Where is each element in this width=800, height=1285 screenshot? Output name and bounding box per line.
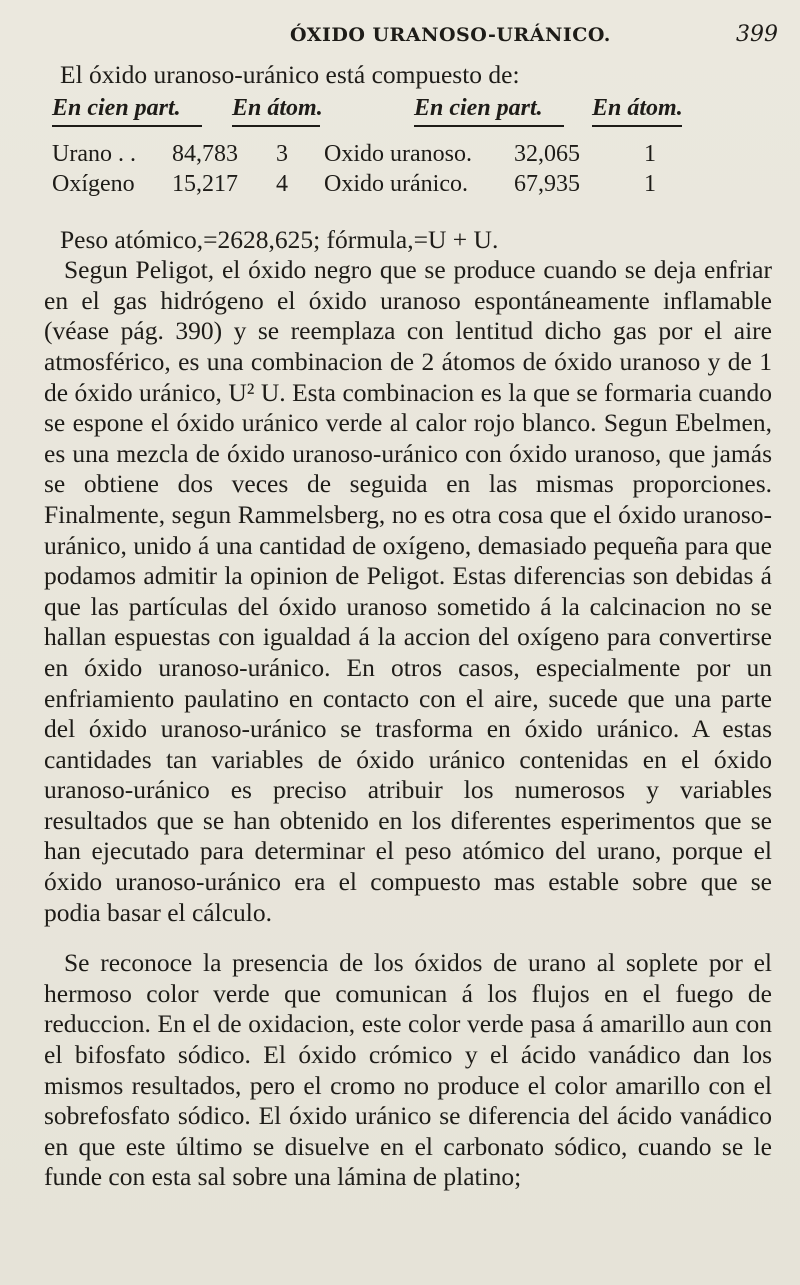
element-name: Oxígeno <box>52 170 135 197</box>
paragraph-gap <box>44 928 772 948</box>
body-text <box>44 60 772 1193</box>
running-title: ÓXIDO URANOSO-URÁNICO. <box>290 24 611 46</box>
column-header-oxide-percent: En cien part. <box>414 94 543 121</box>
oxide-atoms: 1 <box>644 170 656 197</box>
column-header-percent: En cien part. <box>52 94 181 121</box>
header-rule <box>52 125 202 127</box>
paragraph: Se reconoce la presencia de los óxidos de urano al soplete por el hermoso color verde que comunican á los flujos en el fuego de reduccion. En el de oxidacion, este color verde pasa á amarillo aun con el bifosfato sódico. El óxido crómico y el ácido vanádico dan los mismos resultados, pero el cromo no produce el color amarillo con el sobrefosfato sódico. El óxido uránico se diferencia del ácido vanádico en que este último se disuelve en el carbonato sódico, cuando se le funde con esta sal sobre una lámina de platino; <box>44 948 772 1192</box>
element-percent: 84,783 <box>172 140 238 167</box>
column-header-atoms: En átom. <box>232 94 323 121</box>
header-rule <box>414 125 564 127</box>
composition-intro: El óxido uranoso-uránico está compuesto de: <box>60 60 520 89</box>
paragraph: Segun Peligot, el óxido negro que se produce cuando se deja enfriar en el gas hidrógeno el óxido uranoso espontáneamente inflamable (véase pág. 390) y se reemplaza con lentitud dicho gas por el aire atmosférico, es una combinacion de 2 átomos de óxido uranoso y de 1 de óxido uránico, U² U. Esta combinacion es la que se formaria cuando se espone el óxido uránico verde al calor rojo blanco. Segun Ebelmen, es una mezcla de óxido uranoso-uránico con óxido uranoso, que jamás se obtiene dos veces de seguida en las mismas proporciones. Finalmente, segun Rammelsberg, no es otra cosa que el óxido uranoso-uránico, unido á una cantidad de oxígeno, demasiado pequeña para que podamos admitir la opinion de Peligot. Estas diferencias son debidas á que las partículas del óxido uranoso sometido á la calcinacion no se hallan espuestas con igualdad á la accion del oxígeno para convertirse en óxido uranoso-uránico. En otros casos, especialmente por un enfriamiento paulatino en contacto con el aire, sucede que una parte del óxido uranoso-uránico se trasforma en óxido uránico. A estas cantidades tan variables de óxido uránico contenidas en el óxido uranoso-uránico es preciso atribuir los numerosos y variables resultados que se han obtenido en los diferentes esperimentos que se han ejecutado para determinar el peso atómico del urano, porque el óxido uranoso-uránico era el compuesto mas estable sobre que se podia basar el cálculo. <box>44 255 772 927</box>
oxide-percent: 32,065 <box>514 140 580 167</box>
page-number: 399 <box>736 22 778 47</box>
oxide-atoms: 1 <box>644 140 656 167</box>
header-rule <box>592 125 682 127</box>
element-atoms: 4 <box>276 170 288 197</box>
oxide-name: Oxido uranoso. <box>324 140 472 167</box>
oxide-name: Oxido uránico. <box>324 170 468 197</box>
composition-table <box>44 93 772 225</box>
column-header-oxide-atoms: En átom. <box>592 94 683 121</box>
element-name: Urano . . <box>52 140 136 167</box>
header-rule <box>232 125 320 127</box>
page-header <box>30 18 790 52</box>
atomic-weight-formula: Peso atómico,=2628,625; fórmula,=U + U. <box>60 224 499 254</box>
element-percent: 15,217 <box>172 170 238 197</box>
element-atoms: 3 <box>276 140 288 167</box>
oxide-percent: 67,935 <box>514 170 580 197</box>
